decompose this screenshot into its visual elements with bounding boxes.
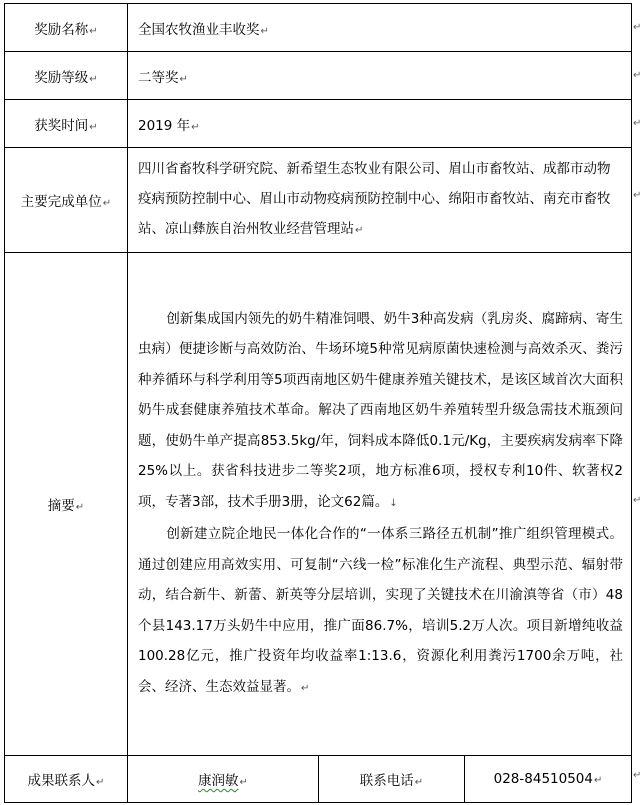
abstract-text [128, 253, 632, 756]
award-level-value: 二等奖↵ [128, 52, 632, 100]
contact-phone-label: 联系电话↵ [319, 756, 465, 803]
row-award-name [5, 4, 632, 52]
row-end-mark: ↵ [633, 22, 641, 33]
award-time-label: 获奖时间↵ [5, 100, 128, 148]
award-name-label: 奖励名称↵ [5, 4, 128, 52]
main-units-value: 四川省畜牧科学研究院、新希望生态牧业有限公司、眉山市畜牧站、成都市动物疫病预防控制中心、眉山市动物疫病预防控制中心、绵阳市畜牧站、南充市畜牧站、凉山彝族自治州牧业经营管理站↵ [128, 148, 632, 253]
row-end-mark: ↵ [633, 70, 641, 81]
row-end-mark: ↵ [633, 118, 641, 129]
row-end-mark: ↵ [633, 770, 641, 781]
award-name-value: 全国农牧渔业丰收奖↵ [128, 4, 632, 52]
abstract-label: 摘要↵ [5, 253, 128, 756]
row-award-time [5, 100, 632, 148]
contact-person-value: 康润敏↵ [128, 756, 319, 803]
row-main-units [5, 148, 632, 253]
row-abstract [5, 253, 632, 756]
contact-person-label: 成果联系人↵ [5, 756, 128, 803]
contact-phone-value: 028-84510504↵ [465, 756, 632, 803]
row-end-mark: ↵ [633, 190, 641, 201]
row-contact [5, 756, 632, 803]
abstract-paragraph-2: 创新建立院企地民一体化合作的“一体系三路径五机制”推广组织管理模式。通过创建应用高效实用、可复制“六线一检”标准化生产流程、典型示范、辐射带动，结合新牛、新蕾、新英等分层培训，实现了关键技术在川渝滇等省（市）48个县143.17万头奶牛中应用，推广面86.7%，培训5.2万人次。项目新增纯收益100.28亿元，推广投资年均收益率1:13.6，资源化利用粪污1700余万吨，社会、经济、生态效益显著。↵ [138, 526, 623, 695]
row-award-level [5, 52, 632, 100]
award-info-table [4, 3, 632, 803]
row-end-mark: ↵ [633, 495, 641, 506]
abstract-paragraph-1: 创新集成国内领先的奶牛精准饲喂、奶牛3种高发病（乳房炎、腐蹄病、寄生虫病）便捷诊断与高效防治、牛场环境5种常见病原菌快速检测与高效杀灭、粪污种养循环与科学利用等5项西南地区奶牛健康养殖关键技术，是该区域首次大面积奶牛成套健康养殖技术革命。解决了西南地区奶牛养殖转型升级急需技术瓶颈问题，使奶牛单产提高853.5kg/年，饲料成本降低0.1元/Kg，主要疾病发病率下降25%以上。获省科技进步二等奖2项，地方标准6项，授权专利10件、软著权2项，专著3部，技术手册3册，论文62篇。↓ [138, 310, 623, 510]
award-level-label: 奖励等级↵ [5, 52, 128, 100]
main-units-label: 主要完成单位↵ [5, 148, 128, 253]
award-time-value: 2019 年↵ [128, 100, 632, 148]
